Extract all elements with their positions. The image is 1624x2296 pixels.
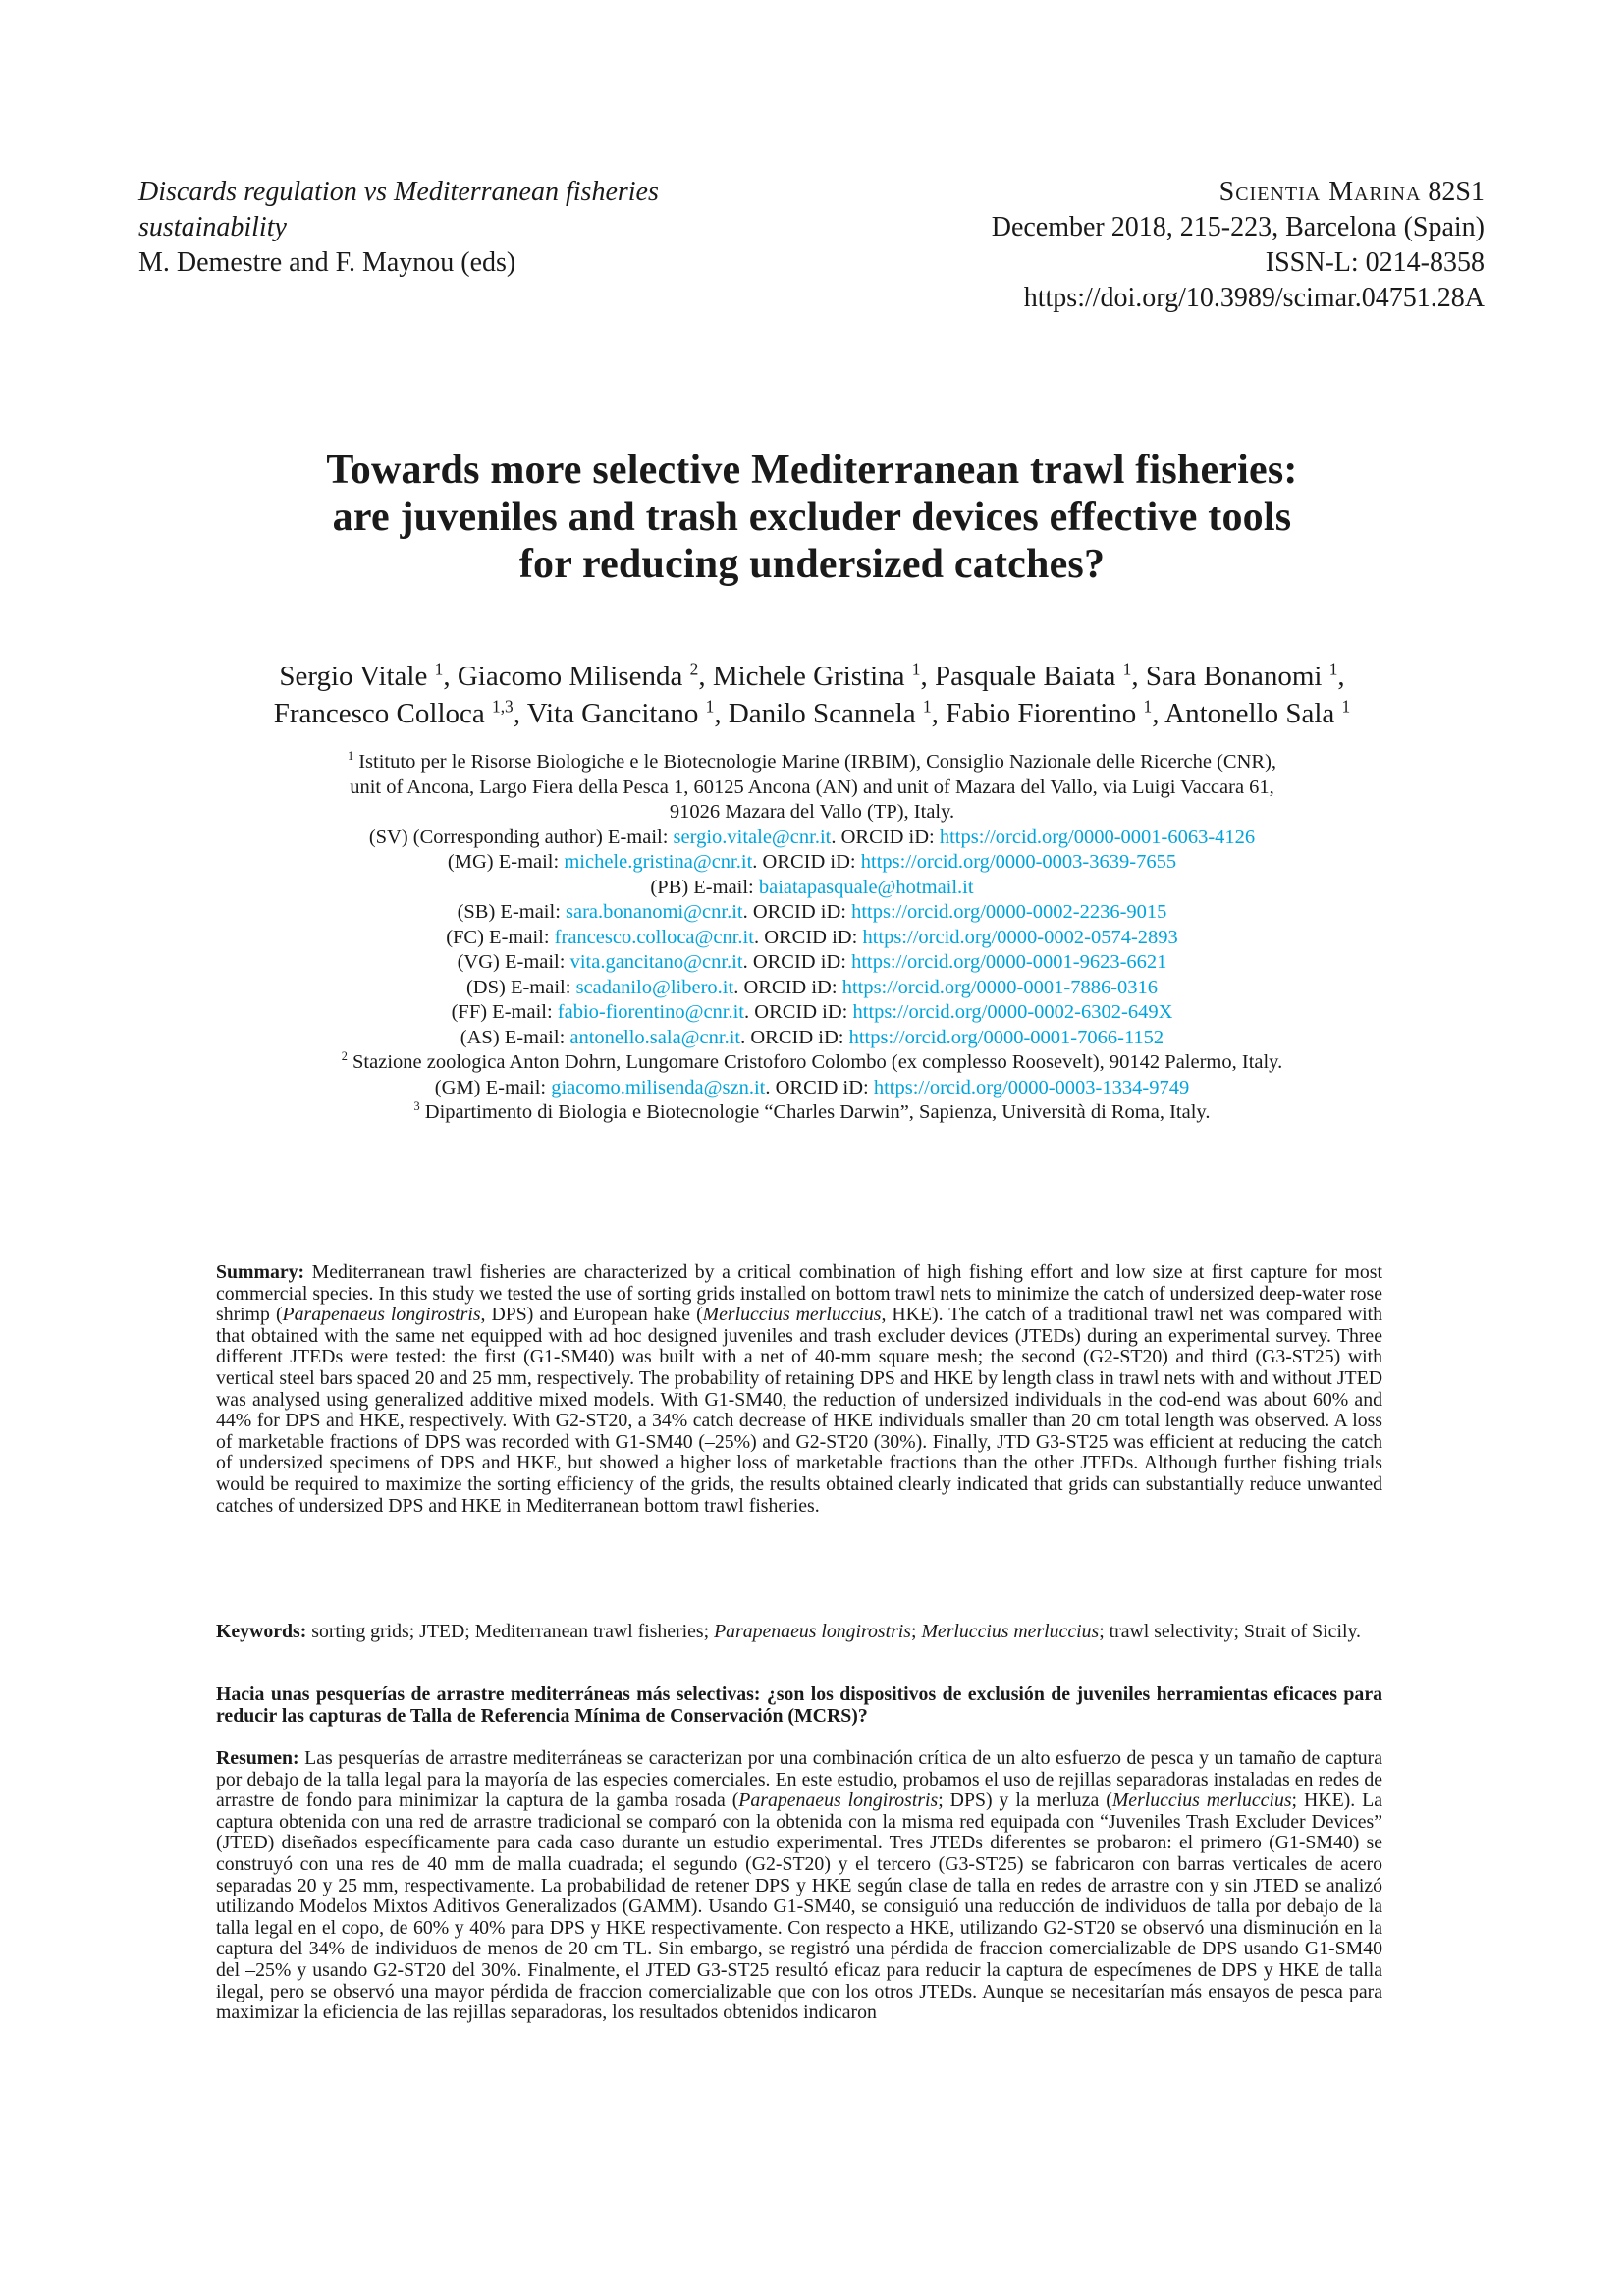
email-link[interactable]: francesco.colloca@cnr.it bbox=[554, 926, 754, 948]
email-link[interactable]: baiatapasquale@hotmail.it bbox=[758, 876, 974, 898]
author-name: Sara Bonanomi bbox=[1145, 661, 1329, 692]
author-affiliation-sup: 1 bbox=[1341, 696, 1351, 717]
affiliations bbox=[138, 750, 1486, 1126]
orcid-link[interactable]: https://orcid.org/0000-0002-2236-9015 bbox=[851, 901, 1167, 923]
author-sep: , bbox=[1152, 698, 1165, 729]
contact-label: (MG) E-mail: bbox=[447, 851, 565, 873]
summary-paragraph bbox=[216, 1262, 1382, 1517]
email-link[interactable]: fabio-fiorentino@cnr.it bbox=[557, 1001, 745, 1023]
author-name: Pasquale Baiata bbox=[934, 661, 1123, 692]
summary-label: Summary: bbox=[216, 1261, 305, 1283]
contact-label: (VG) E-mail: bbox=[457, 951, 570, 973]
orcid-link[interactable]: https://orcid.org/0000-0002-0574-2893 bbox=[862, 926, 1178, 948]
resumen-paragraph bbox=[216, 1748, 1382, 2024]
species-name: Merluccius merluccius bbox=[702, 1304, 882, 1326]
contact-line bbox=[138, 926, 1486, 951]
author-affiliation-sup: 1 bbox=[434, 659, 444, 679]
affiliation-text: Istituto per le Risorse Biologiche e le Biotecnologie Marine (IRBIM), Consiglio Nazionale delle Ricerche (CNR), bbox=[353, 751, 1277, 773]
affiliation-1-line bbox=[138, 750, 1486, 775]
author-name: Fabio Fiorentino bbox=[946, 698, 1144, 729]
contact-label: (DS) E-mail: bbox=[465, 976, 576, 998]
orcid-link[interactable]: https://orcid.org/0000-0001-7886-0316 bbox=[841, 976, 1159, 998]
author-sep: , bbox=[1131, 661, 1146, 692]
journal-name: Scientia Marina bbox=[1218, 177, 1422, 207]
affiliation-3-line bbox=[138, 1100, 1486, 1126]
author-name: Michele Gristina bbox=[712, 661, 912, 692]
contact-line bbox=[138, 826, 1486, 851]
spanish-title: Hacia unas pesquerías de arrastre mediterráneas más selectivas: ¿son los dispositivos de exclusión de juveniles herramientas eficaces para reducir las capturas de Talla de Referencia Mínima de Conservación (MCRS)? bbox=[216, 1683, 1382, 1727]
keywords-section bbox=[216, 1622, 1382, 1643]
contact-label: (SV) (Corresponding author) E-mail: bbox=[368, 826, 674, 848]
author-affiliation-sup: 1,3 bbox=[492, 696, 514, 717]
species-name: Parapenaeus longirostris bbox=[738, 1789, 939, 1812]
orcid-label: . ORCID iD: bbox=[742, 951, 852, 973]
keywords-label: Keywords: bbox=[216, 1621, 307, 1642]
keywords-text: ; trawl selectivity; Strait of Sicily. bbox=[1099, 1621, 1362, 1642]
email-link[interactable]: sergio.vitale@cnr.it bbox=[673, 826, 832, 848]
orcid-label: . ORCID iD: bbox=[765, 1076, 874, 1098]
orcid-label: . ORCID iD: bbox=[733, 976, 842, 998]
contact-label: (SB) E-mail: bbox=[457, 901, 567, 923]
volume-title-line2: sustainability bbox=[138, 212, 287, 242]
keywords-text: sorting grids; JTED; Mediterranean trawl fisheries; bbox=[306, 1621, 715, 1642]
orcid-link[interactable]: https://orcid.org/0000-0002-6302-649X bbox=[852, 1001, 1173, 1023]
resumen-text: Las pesquerías de arrastre mediterráneas se caracterizan por una combinación crítica de un alto esfuerzo de pesca y un tamaño de captura por debajo de la talla legal para la mayoría de las especies comerciales. En este estudio, probamos el uso de rejillas separadoras instaladas en redes de arrastre de fondo para minimizar la captura de la gamba rosada ( bbox=[216, 1747, 1382, 1812]
contact-label: (AS) E-mail: bbox=[460, 1026, 570, 1048]
affiliation-1-line: unit of Ancona, Largo Fiera della Pesca 1, 60125 Ancona (AN) and unit of Mazara del Vallo, via Luigi Vaccara 61, bbox=[350, 775, 1274, 798]
journal-header bbox=[797, 175, 1485, 316]
journal-doi[interactable]: https://doi.org/10.3989/scimar.04751.28A bbox=[1023, 283, 1485, 313]
species-name: Parapenaeus longirostris bbox=[282, 1304, 481, 1326]
author-sep: , bbox=[931, 698, 947, 729]
orcid-link[interactable]: https://orcid.org/0000-0001-9623-6621 bbox=[851, 951, 1167, 973]
author-affiliation-sup: 1 bbox=[922, 696, 932, 717]
resumen-label: Resumen: bbox=[216, 1747, 299, 1769]
keywords-paragraph bbox=[216, 1622, 1382, 1643]
title-line: are juveniles and trash excluder devices effective tools bbox=[332, 495, 1292, 540]
author-sep: , bbox=[443, 661, 458, 692]
contact-label: (GM) E-mail: bbox=[434, 1076, 552, 1098]
species-name: Merluccius merluccius bbox=[1111, 1789, 1292, 1812]
author-list bbox=[138, 658, 1486, 732]
affiliation-text: Dipartimento di Biologia e Biotecnologie “Charles Darwin”, Sapienza, Università di Roma, Italy. bbox=[419, 1101, 1211, 1123]
author-affiliation-sup: 1 bbox=[911, 659, 921, 679]
author-affiliation-sup: 1 bbox=[1122, 659, 1132, 679]
summary-text: , DPS) and European hake ( bbox=[480, 1304, 703, 1326]
summary-section bbox=[216, 1262, 1382, 1517]
journal-line bbox=[797, 175, 1485, 210]
volume-header bbox=[138, 175, 786, 281]
author-name: Antonello Sala bbox=[1164, 698, 1342, 729]
orcid-label: . ORCID iD: bbox=[744, 1001, 853, 1023]
email-link[interactable]: michele.gristina@cnr.it bbox=[564, 851, 753, 873]
author-sep: , bbox=[1337, 661, 1345, 692]
summary-text: Mediterranean trawl fisheries are characterized by a critical combination of high fishing effort and low size at first capture for most commercial species. In this study we tested the use of sorting grids installed on bottom trawl nets to minimize the catch of undersized deep-water rose shrimp ( bbox=[216, 1261, 1382, 1326]
author-name: Sergio Vitale bbox=[279, 661, 435, 692]
contact-label: (PB) E-mail: bbox=[650, 876, 759, 898]
volume-title-line1: Discards regulation vs Mediterranean fisheries bbox=[138, 177, 659, 207]
author-name: Vita Gancitano bbox=[526, 698, 706, 729]
email-link[interactable]: vita.gancitano@cnr.it bbox=[569, 951, 743, 973]
email-link[interactable]: antonello.sala@cnr.it bbox=[569, 1026, 741, 1048]
resumen-text: ; DPS) y la merluza ( bbox=[938, 1789, 1112, 1812]
contact-line bbox=[138, 1026, 1486, 1051]
affiliation-sup: 1 bbox=[347, 749, 354, 764]
journal-issue: 82S1 bbox=[1428, 177, 1485, 207]
orcid-label: . ORCID iD: bbox=[752, 851, 861, 873]
affiliation-text: Stazione zoologica Anton Dohrn, Lungomare Cristoforo Colombo (ex complesso Roosevelt), 90142 Palermo, Italy. bbox=[347, 1051, 1283, 1073]
orcid-label: . ORCID iD: bbox=[831, 826, 940, 848]
author-sep: , bbox=[698, 661, 713, 692]
author-affiliation-sup: 1 bbox=[705, 696, 715, 717]
author-affiliation-sup: 1 bbox=[1143, 696, 1153, 717]
orcid-label: . ORCID iD: bbox=[753, 926, 863, 948]
article-title bbox=[138, 447, 1486, 588]
orcid-label: . ORCID iD: bbox=[740, 1026, 849, 1048]
volume-editors: M. Demestre and F. Maynou (eds) bbox=[138, 247, 516, 278]
email-link[interactable]: scadanilo@libero.it bbox=[575, 976, 734, 998]
affiliation-2-line bbox=[138, 1050, 1486, 1076]
author-sep: , bbox=[920, 661, 935, 692]
affiliation-sup: 2 bbox=[341, 1049, 348, 1064]
orcid-label: . ORCID iD: bbox=[742, 901, 852, 923]
orcid-link[interactable]: https://orcid.org/0000-0003-1334-9749 bbox=[873, 1076, 1190, 1098]
author-sep: , bbox=[513, 698, 527, 729]
author-sep: , bbox=[714, 698, 729, 729]
species-name: Parapenaeus longirostris bbox=[714, 1621, 911, 1642]
resumen-section bbox=[216, 1748, 1382, 2024]
email-link[interactable]: giacomo.milisenda@szn.it bbox=[551, 1076, 766, 1098]
journal-issn: ISSN-L: 0214-8358 bbox=[1265, 247, 1485, 278]
orcid-link[interactable]: https://orcid.org/0000-0003-3639-7655 bbox=[860, 851, 1177, 873]
contact-line bbox=[138, 1000, 1486, 1026]
title-line: for reducing undersized catches? bbox=[518, 542, 1106, 587]
summary-text: , HKE). The catch of a traditional trawl net was compared with that obtained with the same net equipped with ad hoc designed juveniles and trash excluder devices (JTEDs) during an experimental survey. Three different JTEDs were tested: the first (G1-SM40) was built with a net of 40-mm square mesh; the second (G2-ST20) and third (G3-ST25) with vertical steel bars spaced 20 and 25 mm, respectively. The probability of retaining DPS and HKE by length class in trawl nets with and without JTED was analysed using generalized additive mixed models. With G1-SM40, the reduction of undersized individuals in the cod-end was about 60% and 44% for DPS and HKE, respectively. With G2-ST20, a 34% catch decrease of HKE individuals smaller than 20 cm total length was observed. A loss of marketable fractions of DPS was recorded with G1-SM40 (–25%) and G2-ST20 (30%). Finally, JTD G3-ST25 was efficient at reducing the catch of undersized specimens of DPS and HKE, but showed a higher loss of marketable fractions than the other JTEDs. Although further fishing trials would be required to maximize the sorting efficiency of the grids, the results obtained clearly indicated that grids can substantially reduce unwanted catches of undersized DPS and HKE in Mediterranean bottom trawl fisheries. bbox=[216, 1304, 1383, 1517]
author-name: Francesco Colloca bbox=[273, 698, 493, 729]
contact-line bbox=[138, 900, 1486, 926]
contact-line bbox=[138, 1076, 1486, 1101]
contact-line bbox=[138, 876, 1486, 901]
contact-label: (FF) E-mail: bbox=[451, 1001, 558, 1023]
affiliation-sup: 3 bbox=[413, 1099, 420, 1114]
author-line bbox=[138, 658, 1486, 695]
contact-line bbox=[138, 976, 1486, 1001]
journal-date-pages: December 2018, 215-223, Barcelona (Spain) bbox=[991, 212, 1485, 242]
contact-line bbox=[138, 850, 1486, 876]
orcid-link[interactable]: https://orcid.org/0000-0001-6063-4126 bbox=[939, 826, 1256, 848]
email-link[interactable]: sara.bonanomi@cnr.it bbox=[566, 901, 743, 923]
orcid-link[interactable]: https://orcid.org/0000-0001-7066-1152 bbox=[848, 1026, 1164, 1048]
author-name: Danilo Scannela bbox=[728, 698, 923, 729]
affiliation-1-line: 91026 Mazara del Vallo (TP), Italy. bbox=[669, 801, 955, 823]
author-affiliation-sup: 2 bbox=[689, 659, 699, 679]
author-name: Giacomo Milisenda bbox=[457, 661, 690, 692]
title-line: Towards more selective Mediterranean trawl fisheries: bbox=[326, 448, 1298, 493]
contact-line bbox=[138, 950, 1486, 976]
author-line bbox=[138, 695, 1486, 732]
keywords-text: ; bbox=[911, 1621, 922, 1642]
resumen-text: ; HKE). La captura obtenida con una red de arrastre tradicional se comparó con la obtenida con la misma red equipada con “Juveniles Trash Excluder Devices” (JTED) diseñados específicamente para cada caso durante un estudio experimental. Tres JTEDs diferentes se probaron: el primero (G1-SM40) se construyó con una res de 40 mm de malla cuadrada; el segundo (G2-ST20) y el tercero (G3-ST25) se fabricaron con barras verticales de acero separadas 20 y 25 mm, respectivamente. La probabilidad de retener DPS y HKE según clase de talla en redes de arrastre con y sin JTED se analizó utilizando Modelos Mixtos Aditivos Generalizados (GAMM). Usando G1-SM40, se consiguió una reducción de individuos de talla por debajo de la talla legal en el copo, de 60% y 40% para DPS y HKE respectivamente. Con respecto a HKE, utilizando G2-ST20 se observó una disminución en la captura del 34% de individuos de menos de 20 cm TL. Sin embargo, se registró una pérdida de fraccion comercializable de DPS usando G1-SM40 del –25% y usando G2-ST20 del 30%. Finalmente, el JTED G3-ST25 resultó eficaz para reducir la captura de especímenes de DPS y HKE de talla ilegal, pero se observó una mayor pérdida de fraccion comercializable que con los otros JTEDs. Aunque se necesitarían más ensayos de pesca para maximizar la eficiencia de las rejillas separadoras, los resultados obtenidos indicaron bbox=[216, 1789, 1382, 2024]
species-name: Merluccius merluccius bbox=[921, 1621, 1100, 1642]
author-affiliation-sup: 1 bbox=[1328, 659, 1338, 679]
contact-label: (FC) E-mail: bbox=[446, 926, 555, 948]
